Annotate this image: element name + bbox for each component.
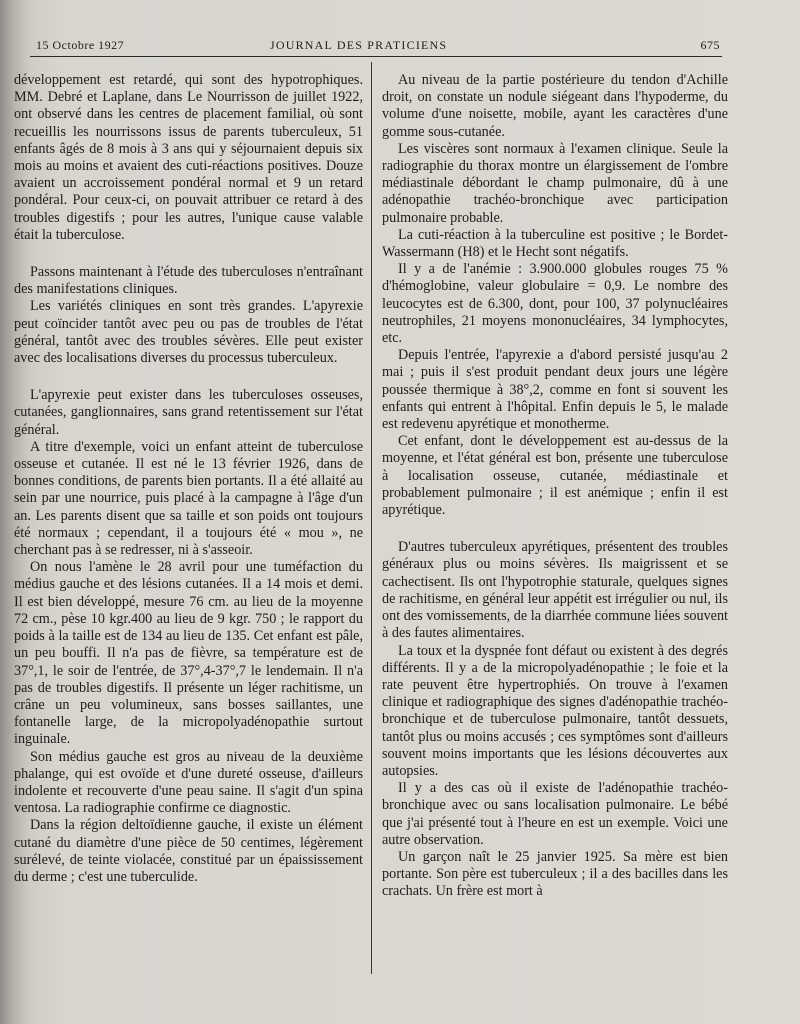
- paragraph: Cet enfant, dont le développement est au-dessus de la moyenne, et l'état général est bon, présente une tuberculose à localisation osseuse, cutanée, médiastinale et probablement pulmonaire ; il est anémique ; enfin il est apyrétique.: [382, 433, 728, 519]
- paragraph: développement est retardé, qui sont des hypotrophiques. MM. Debré et Laplane, dans Le Nourrisson de juillet 1922, ont observé dans les centres de placement familial, où sont recueillis les nourrissons issus de parents tuberculeux, 51 enfants âgés de 8 mois à 3 ans qui y séjournaient depuis six mois au moins et avaient des cuti-réactions positives. Douze avaient un accroissement pondéral normal et 9 un retard pondéral. Pour ceux-ci, on pouvait attribuer ce retard à des troubles digestifs ; pour les autres, l'unique cause valable était la tuberculose.: [14, 72, 363, 243]
- paragraph: Les variétés cliniques en sont très grandes. L'apyrexie peut coïncider tantôt avec peu ou pas de troubles de l'état général, tantôt avec des troubles sévères. Elle peut exister avec des localisations diverses du processus tuberculeux.: [14, 298, 363, 367]
- paragraph: Depuis l'entrée, l'apyrexie a d'abord persisté jusqu'au 2 mai ; puis il s'est produit pendant deux jours une légère poussée thermique à 38°,2, comme en font si souvent les enfants qui entrent à l'hôpital. Enfin depuis le 5, le malade est redevenu apyrétique et monotherme.: [382, 347, 728, 433]
- paragraph: La toux et la dyspnée font défaut ou existent à des degrés différents. Il y a de la micropolyadénopathie ; le foie et la rate peuvent être hypertrophiés. On trouve à l'examen clinique et radiographique des signes d'adénopathie trachéo-bronchique et de tuberculose pulmonaire, tantôt dessuets, tantôt plus ou moins accusés ; ces symptômes sont d'ailleurs souvent moins importants que les lésions découvertes aux autopsies.: [382, 642, 728, 779]
- column-divider: [371, 62, 372, 974]
- paragraph: La cuti-réaction à la tuberculine est positive ; le Bordet-Wassermann (H8) et le Hecht sont négatifs.: [382, 226, 728, 261]
- paragraph: D'autres tuberculeux apyrétiques, présentent des troubles généraux plus ou moins sévères. Ils maigrissent et se cachectisent. Ils ont l'hypotrophie staturale, quelques signes de rachitisme, en général leur appétit est irrégulier ou nul, ils ont des vomissements, de la diarrhée commune liées souvent à des fautes alimentaires.: [382, 539, 728, 642]
- right-column: [382, 72, 728, 901]
- paragraph: On nous l'amène le 28 avril pour une tuméfaction du médius gauche et des lésions cutanées. Il a 14 mois et demi. Il est bien développé, mesure 76 cm. au lieu de la moyenne 72 cm., pèse 10 kgr.400 au lieu de 9 kgr. 750 ; le rapport du poids à la taille est de 134 au lieu de 135. Cet enfant est pâle, un peu bouffi. Il n'a pas de fièvre, sa température est de 37°,1, le soir de l'entrée, de 37°,4-37°,7 le lendemain. Il n'a pas de troubles digestifs. Il présente un léger rachitisme, un crâne un peu volumineux, sans bosses saillantes, une fontanelle large, de la micropolyadénopathie surtout inguinale.: [14, 559, 363, 748]
- page-header: [36, 38, 720, 54]
- paragraph: Il y a des cas où il existe de l'adénopathie trachéo-bronchique avec ou sans localisation pulmonaire. Le bébé que j'ai présenté tout à l'heure en est un exemple. Voici une autre observation.: [382, 780, 728, 848]
- journal-title: JOURNAL DES PRATICIENS: [270, 38, 448, 52]
- paragraph: Il y a de l'anémie : 3.900.000 globules rouges 75 % d'hémoglobine, valeur globulaire = 0,9. Le nombre des leucocytes est de 6.300, dont, pour 100, 37 polynucléaires neutrophiles, 21 moyens mononucléaires, 34 lymphocytes, etc.: [382, 261, 728, 347]
- paragraph: Son médius gauche est gros au niveau de la deuxième phalange, qui est ovoïde et d'une dureté osseuse, d'ailleurs indolente et recouverte d'une peau saine. Il s'agit d'un spina ventosa. La radiographie confirme ce diagnostic.: [14, 748, 363, 817]
- paragraph: Dans la région deltoïdienne gauche, il existe un élément cutané du diamètre d'une pièce de 50 centimes, légèrement surélevé, de teinte violacée, constitué par un épaississement du derme ; c'est une tuberculide.: [14, 817, 363, 885]
- left-column: [14, 72, 363, 886]
- paragraph: Un garçon naît le 25 janvier 1925. Sa mère est bien portante. Son père est tuberculeux ; il a des bacilles dans les crachats. Un frère est mort à: [382, 848, 728, 900]
- paragraph: L'apyrexie peut exister dans les tuberculoses osseuses, cutanées, ganglionnaires, sans grand retentissement sur l'état général.: [14, 387, 363, 438]
- paragraph: A titre d'exemple, voici un enfant atteint de tuberculose osseuse et cutanée. Il est né le 13 février 1926, dans de bonnes conditions, de parents bien portants. Il a été allaité au sein par une nourrice, puis placé à la campagne à l'âge d'un an. Les parents disent que sa taille et son poids ont toujours été normaux ; cependant, il a toujours été « mou », ne cherchant pas à se redresser, ni à s'asseoir.: [14, 438, 363, 559]
- page-number: 675: [700, 38, 720, 52]
- paragraph: Au niveau de la partie postérieure du tendon d'Achille droit, on constate un nodule siégeant dans l'hypoderme, du volume d'une noisette, mobile, ayant les caractères d'une gomme sous-cutanée.: [382, 72, 728, 140]
- section-intro: Passons maintenant à l'étude des tuberculoses n'entraînant des manifestations cliniques.: [14, 264, 363, 298]
- header-rule: [30, 56, 722, 57]
- paragraph: Les viscères sont normaux à l'examen clinique. Seule la radiographie du thorax montre un élargissement de l'ombre médiastinale débordant le champ pulmonaire, dû à une adénopathie trachéo-bronchique avec participation pulmonaire probable.: [382, 140, 728, 226]
- issue-date: 15 Octobre 1927: [36, 38, 125, 52]
